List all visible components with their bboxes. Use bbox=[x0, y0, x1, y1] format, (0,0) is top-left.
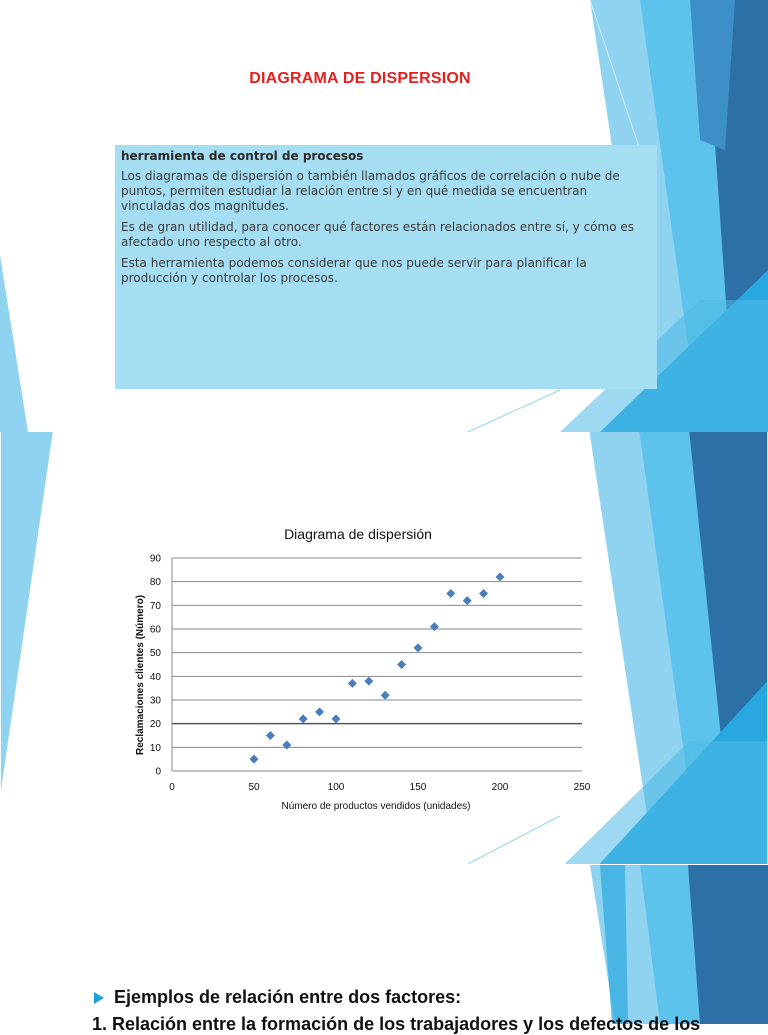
section-heading bbox=[94, 987, 461, 1008]
x-tick-label: 50 bbox=[248, 782, 260, 793]
chart-gridlines bbox=[172, 558, 582, 771]
data-point-marker bbox=[381, 691, 390, 700]
slide-1 bbox=[0, 0, 768, 432]
y-axis-tick-labels bbox=[150, 554, 162, 778]
list-item: 1. Relación entre la formación de los trabajadores y los defectos de los bbox=[92, 1014, 701, 1034]
y-tick-label: 20 bbox=[149, 719, 161, 731]
data-point-marker bbox=[266, 731, 275, 740]
y-axis-label: Reclamaciones clientes (Número) bbox=[135, 594, 146, 756]
data-point-marker bbox=[496, 572, 505, 581]
data-point-marker bbox=[282, 740, 291, 749]
y-tick-label: 10 bbox=[149, 742, 161, 754]
data-point-marker bbox=[315, 707, 324, 716]
y-tick-label: 90 bbox=[149, 553, 161, 565]
x-tick-label: 0 bbox=[169, 782, 175, 793]
data-point-marker bbox=[397, 660, 406, 669]
slide-title: DIAGRAMA DE DISPERSION bbox=[249, 70, 471, 87]
data-point-marker bbox=[299, 714, 308, 723]
data-point-marker bbox=[348, 679, 357, 688]
y-tick-label: 60 bbox=[149, 624, 161, 636]
x-axis-tick-labels bbox=[169, 782, 591, 793]
x-axis-label: Número de productos vendidos (unidades) bbox=[281, 801, 471, 812]
data-points bbox=[250, 572, 505, 763]
y-tick-label: 30 bbox=[149, 695, 161, 707]
data-point-marker bbox=[250, 755, 259, 764]
data-point-marker bbox=[446, 589, 455, 598]
y-tick-label: 40 bbox=[149, 671, 161, 683]
data-point-marker bbox=[479, 589, 488, 598]
info-box bbox=[115, 145, 657, 389]
info-box-heading: herramienta de control de procesos bbox=[121, 149, 364, 163]
data-point-marker bbox=[430, 622, 439, 631]
y-tick-label: 0 bbox=[155, 766, 161, 778]
y-tick-label: 80 bbox=[149, 577, 161, 589]
data-point-marker bbox=[463, 596, 472, 605]
info-paragraph: Es de gran utilidad, para conocer qué factores están relacionados entre sí, y cómo es afectado uno respecto al otro. bbox=[121, 220, 634, 249]
slide-2 bbox=[0, 432, 768, 865]
bullet-arrow-icon bbox=[94, 992, 104, 1004]
x-tick-label: 200 bbox=[491, 782, 509, 793]
x-tick-label: 250 bbox=[573, 782, 591, 793]
data-point-marker bbox=[332, 714, 341, 723]
info-paragraph: Esta herramienta podemos considerar que nos puede servir para planificar la producción y controlar los procesos. bbox=[121, 256, 587, 285]
chart-title: Diagrama de dispersión bbox=[284, 526, 432, 542]
x-tick-label: 100 bbox=[327, 782, 345, 793]
info-paragraph: Los diagramas de dispersión o también llamados gráficos de correlación o nube de puntos, permiten estudiar la relación entre si y en qué medida se encuentran vinculadas dos magnitudes. bbox=[121, 169, 620, 213]
x-tick-label: 150 bbox=[409, 782, 427, 793]
section-heading-text: Ejemplos de relación entre dos factores: bbox=[114, 987, 462, 1007]
y-tick-label: 70 bbox=[149, 600, 161, 612]
data-point-marker bbox=[364, 677, 373, 686]
data-point-marker bbox=[414, 643, 423, 652]
y-tick-label: 50 bbox=[149, 648, 161, 660]
scatter-chart bbox=[0, 432, 768, 865]
